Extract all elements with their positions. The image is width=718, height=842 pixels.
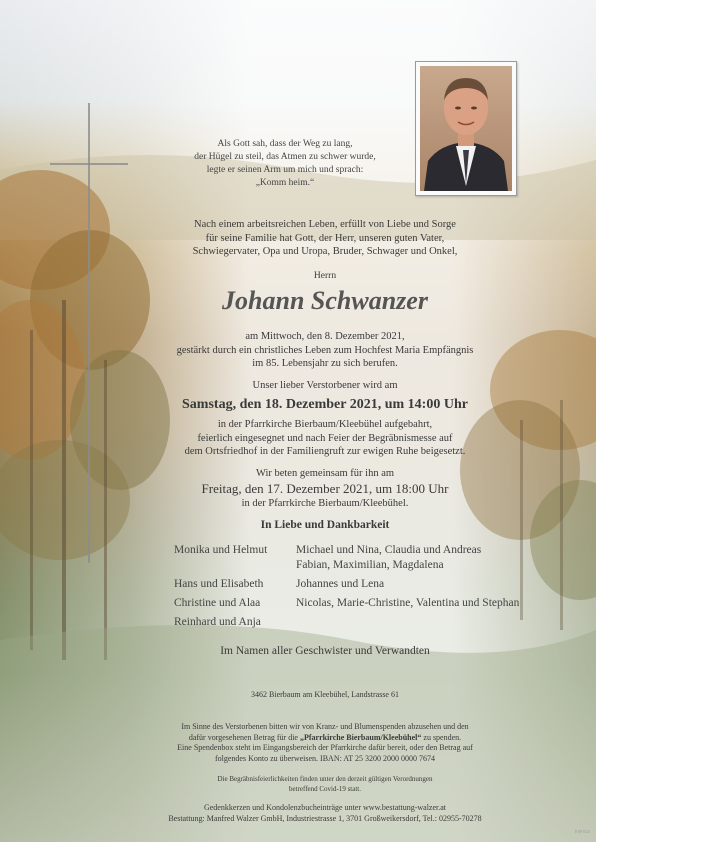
family-left: Reinhard und Anja (174, 616, 261, 628)
salutation: Herrn (313, 271, 337, 281)
prayer-date: Freitag, den 17. Dezember 2021, um 18:00 Uhr (201, 481, 449, 496)
cross-vertical (88, 103, 90, 563)
funeral-line: in der Pfarrkirche Bierbaum/Kleebühel aufgebahrt, (217, 419, 433, 430)
relatives-line: Im Namen aller Geschwister und Verwandten (220, 645, 430, 657)
donation-line: Eine Spendenbox steht im Eingangsbereich der Pfarrkirche dafür bereit, oder den Betrag auf (177, 743, 473, 752)
poem-line: Als Gott sah, dass der Weg zu lang, (217, 139, 353, 149)
donation-line: Im Sinne des Verstorbenen bitten wir von Kranz- und Blumenspenden abzusehen und den (181, 722, 469, 731)
poem (180, 138, 390, 190)
family-left: Christine und Alaa (174, 597, 261, 609)
funeral-line: feierlich eingesegnet und nach Feier der Begräbnismesse auf (197, 432, 453, 444)
donation-text-part: dafür vorgesehenen Betrag für die (188, 732, 300, 742)
intro-line: Nach einem arbeitsreichen Leben, erfüllt von Liebe und Sorge (194, 219, 456, 230)
death-text (140, 330, 510, 371)
footer (120, 803, 530, 824)
donation-line: folgendes Konto zu überweisen. IBAN: AT 25 3200 2000 0000 7674 (214, 753, 436, 763)
family-right: Johannes und Lena (296, 578, 385, 590)
family-left: Monika und Helmut (174, 544, 268, 556)
prayer-place: in der Pfarrkirche Bierbaum/Kleebühel. (241, 498, 409, 509)
donation-church: „Pfarrkirche Bierbaum/Kleebühel“ (299, 732, 422, 742)
donation-text (120, 722, 530, 764)
poem-line: „Komm heim.“ (255, 178, 315, 188)
deceased-name: Johann Schwanzer (222, 286, 428, 315)
address: 3462 Bierbaum am Kleebühel, Landstrasse 61 (251, 690, 399, 699)
death-line: im 85. Lebensjahr zu sich berufen. (252, 358, 398, 369)
portrait-photo (415, 61, 517, 196)
family-right: Nicolas, Marie-Christine, Valentina und Stephan (296, 597, 520, 609)
intro-line: Schwiegervater, Opa und Uropa, Bruder, Schwager und Onkel, (192, 246, 458, 257)
funeral-intro: Unser lieber Verstorbener wird am (252, 380, 398, 391)
covid-line: betreffend Covid-19 statt. (289, 785, 361, 793)
family-left: Hans und Elisabeth (174, 578, 264, 590)
covid-note (140, 774, 510, 794)
death-line: am Mittwoch, den 8. Dezember 2021, (245, 331, 405, 342)
funeral-date: Samstag, den 18. Dezember 2021, um 14:00 Uhr (182, 397, 468, 412)
death-line: gestärkt durch ein christliches Leben zum Hochfest Maria Empfängnis (176, 344, 474, 356)
donation-text-part: zu spenden. (421, 732, 462, 742)
footer-line: Gedenkkerzen und Kondolenzbucheinträge unter www.bestattung-walzer.at (203, 803, 447, 812)
footer-line: Bestattung: Manfred Walzer GmbH, Industriestrasse 1, 3701 Großweikersdorf, Tel.: 02955-70278 (168, 813, 482, 823)
family-right: Fabian, Maximilian, Magdalena (296, 559, 444, 571)
thanks-heading: In Liebe und Dankbarkeit (260, 519, 390, 531)
intro-text (140, 218, 510, 259)
funeral-line: dem Ortsfriedhof in der Familiengruft zur ewigen Ruhe beigesetzt. (184, 446, 466, 457)
prayer-intro: Wir beten gemeinsam für ihn am (255, 468, 395, 479)
cross-horizontal (50, 163, 128, 165)
funeral-details (140, 418, 510, 459)
poem-line: der Hügel zu steil, das Atmen zu schwer wurde, (194, 152, 376, 162)
donation-line (120, 733, 530, 744)
poem-line: legte er seinen Arm um mich und sprach: (206, 165, 364, 175)
covid-line: Die Begräbnisfeierlichkeiten finden unter den derzeit gültigen Verordnungen (217, 775, 433, 783)
print-signature: ESP 8/23 (575, 829, 590, 834)
family-right: Michael und Nina, Claudia und Andreas (296, 544, 482, 556)
intro-line: für seine Familie hat Gott, der Herr, unseren guten Vater, (205, 232, 445, 244)
